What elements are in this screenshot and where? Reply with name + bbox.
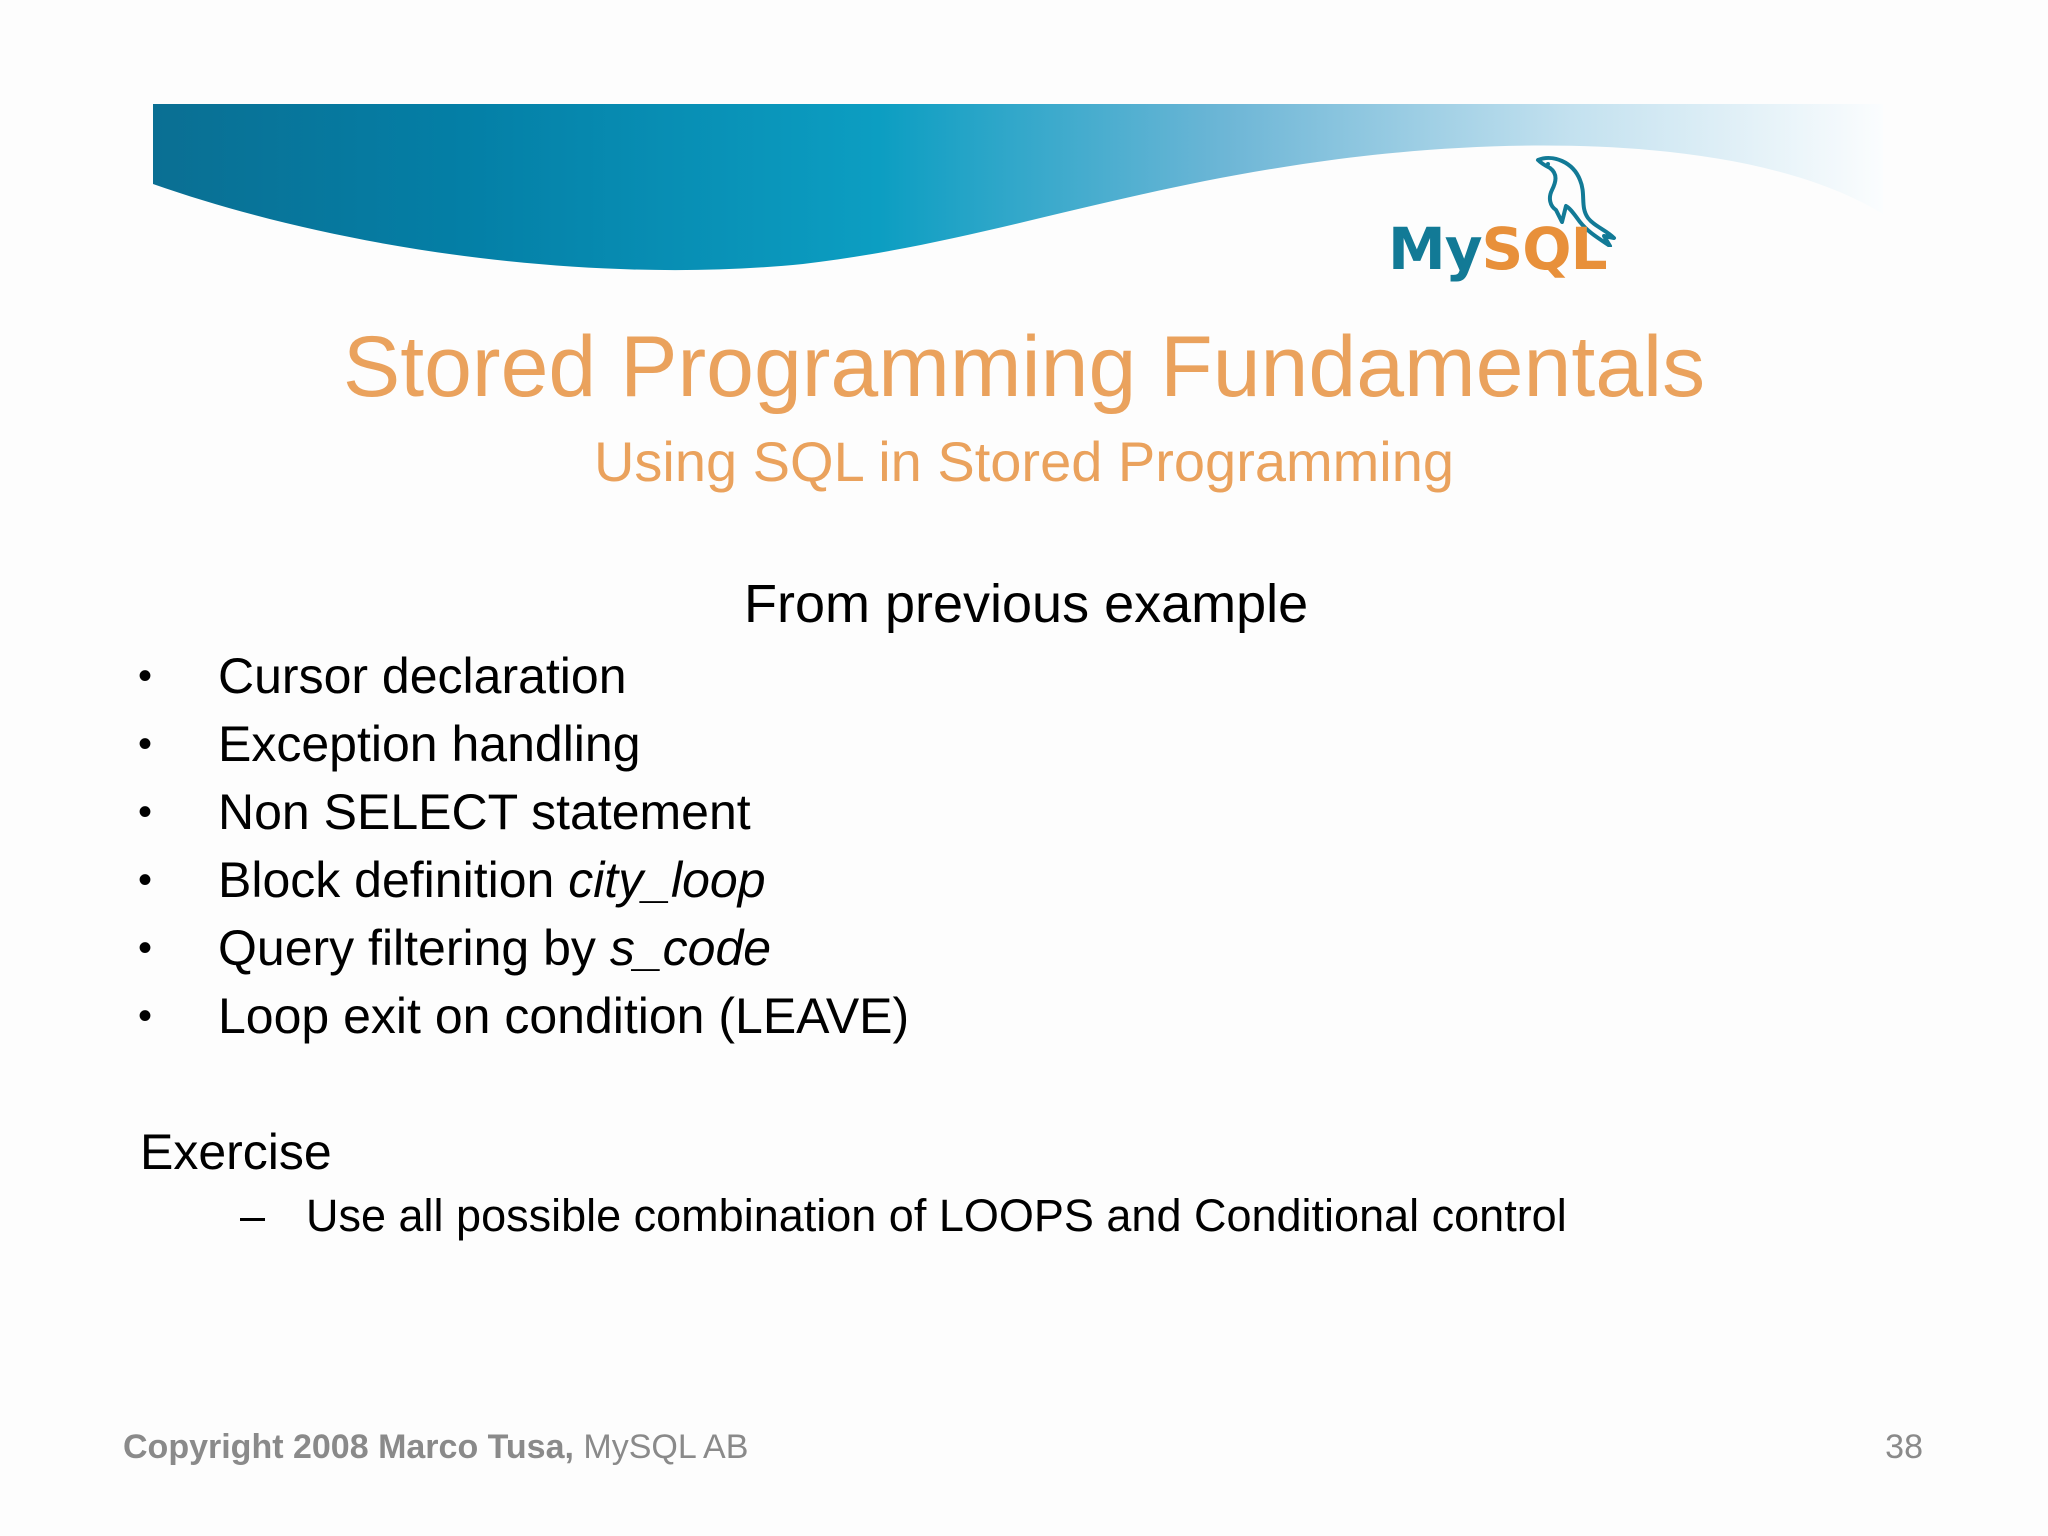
bullet-text-plain: Exception handling	[218, 716, 641, 772]
bullet-text	[218, 914, 771, 982]
footer-copyright	[123, 1428, 748, 1467]
bullet-icon: •	[138, 790, 153, 834]
bullet-text	[218, 778, 751, 846]
bullet-icon: •	[138, 858, 153, 902]
exercise-item-text: Use all possible combination of LOOPS and Conditional control	[306, 1190, 1567, 1241]
bullet-text-plain: Block definition	[218, 852, 569, 908]
dash-icon: –	[240, 1190, 266, 1241]
mysql-logo	[1388, 152, 1628, 282]
bullet-icon: •	[138, 722, 153, 766]
bullet-icon: •	[138, 994, 153, 1038]
section-heading: From previous example	[744, 574, 1309, 634]
bullet-text	[218, 642, 627, 710]
bullet-text-italic: s_code	[609, 920, 772, 976]
logo-wordmark	[1388, 215, 1607, 283]
bullet-icon: •	[138, 926, 153, 970]
copyright-text: Copyright 2008 Marco Tusa,	[123, 1428, 574, 1466]
bullet-text-plain: Loop exit on condition (LEAVE)	[218, 988, 910, 1044]
bullet-text	[218, 710, 641, 778]
bullet-text	[218, 982, 909, 1050]
company-text: MySQL AB	[573, 1428, 749, 1466]
bullet-text-italic: city_loop	[568, 852, 766, 908]
bullet-text	[218, 846, 766, 914]
page-number: 38	[1885, 1428, 1923, 1466]
exercise-label: Exercise	[140, 1124, 332, 1180]
bullet-icon: •	[138, 654, 153, 698]
logo-sql: SQL	[1481, 215, 1607, 283]
bullet-text-plain: Non SELECT statement	[218, 784, 751, 840]
logo-my: My	[1388, 215, 1482, 283]
slide-subtitle: Using SQL in Stored Programming	[593, 430, 1455, 493]
bullet-text-plain: Query filtering by	[218, 920, 610, 976]
bullet-text-plain: Cursor declaration	[218, 648, 627, 704]
slide-title: Stored Programming Fundamentals	[342, 319, 1706, 415]
